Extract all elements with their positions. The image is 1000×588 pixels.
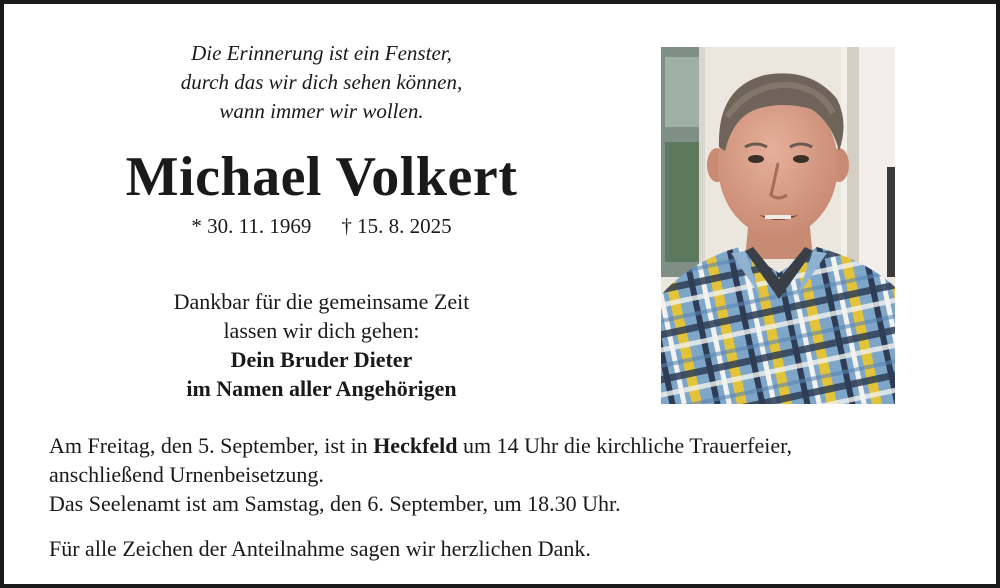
closing-thanks: Für alle Zeichen der Anteilnahme sagen wir herzlichen Dank. [49, 536, 591, 561]
mourner-family: im Namen aller Angehörigen [186, 376, 457, 401]
mourner-name: Dein Bruder Dieter [230, 347, 413, 372]
service-line: anschließend Urnenbeisetzung. [49, 462, 324, 487]
death-date: † 15. 8. 2025 [341, 214, 452, 238]
funeral-information [49, 431, 979, 518]
quote-line: wann immer wir wollen. [219, 99, 424, 123]
thanks-block [64, 287, 579, 403]
quote-line: durch das wir dich sehen können, [180, 70, 463, 94]
thanks-line: lassen wir dich gehen: [223, 318, 420, 343]
service-place: Heckfeld [373, 433, 458, 458]
service-text: um 14 Uhr die kirchliche Trauerfeier, [457, 433, 793, 458]
life-dates [64, 212, 579, 240]
quote-line: Die Erinnerung ist ein Fenster, [191, 41, 452, 65]
birth-date: * 30. 11. 1969 [191, 214, 312, 238]
portrait-photo [661, 47, 895, 404]
service-line [49, 431, 979, 460]
thanks-line: Dankbar für die gemeinsame Zeit [173, 289, 470, 314]
service-line: Das Seelenamt ist am Samstag, den 6. September, um 18.30 Uhr. [49, 491, 621, 516]
memorial-quote [94, 39, 549, 126]
deceased-name: Michael Volkert [125, 146, 518, 208]
service-text: Am Freitag, den 5. September, ist in [49, 433, 374, 458]
